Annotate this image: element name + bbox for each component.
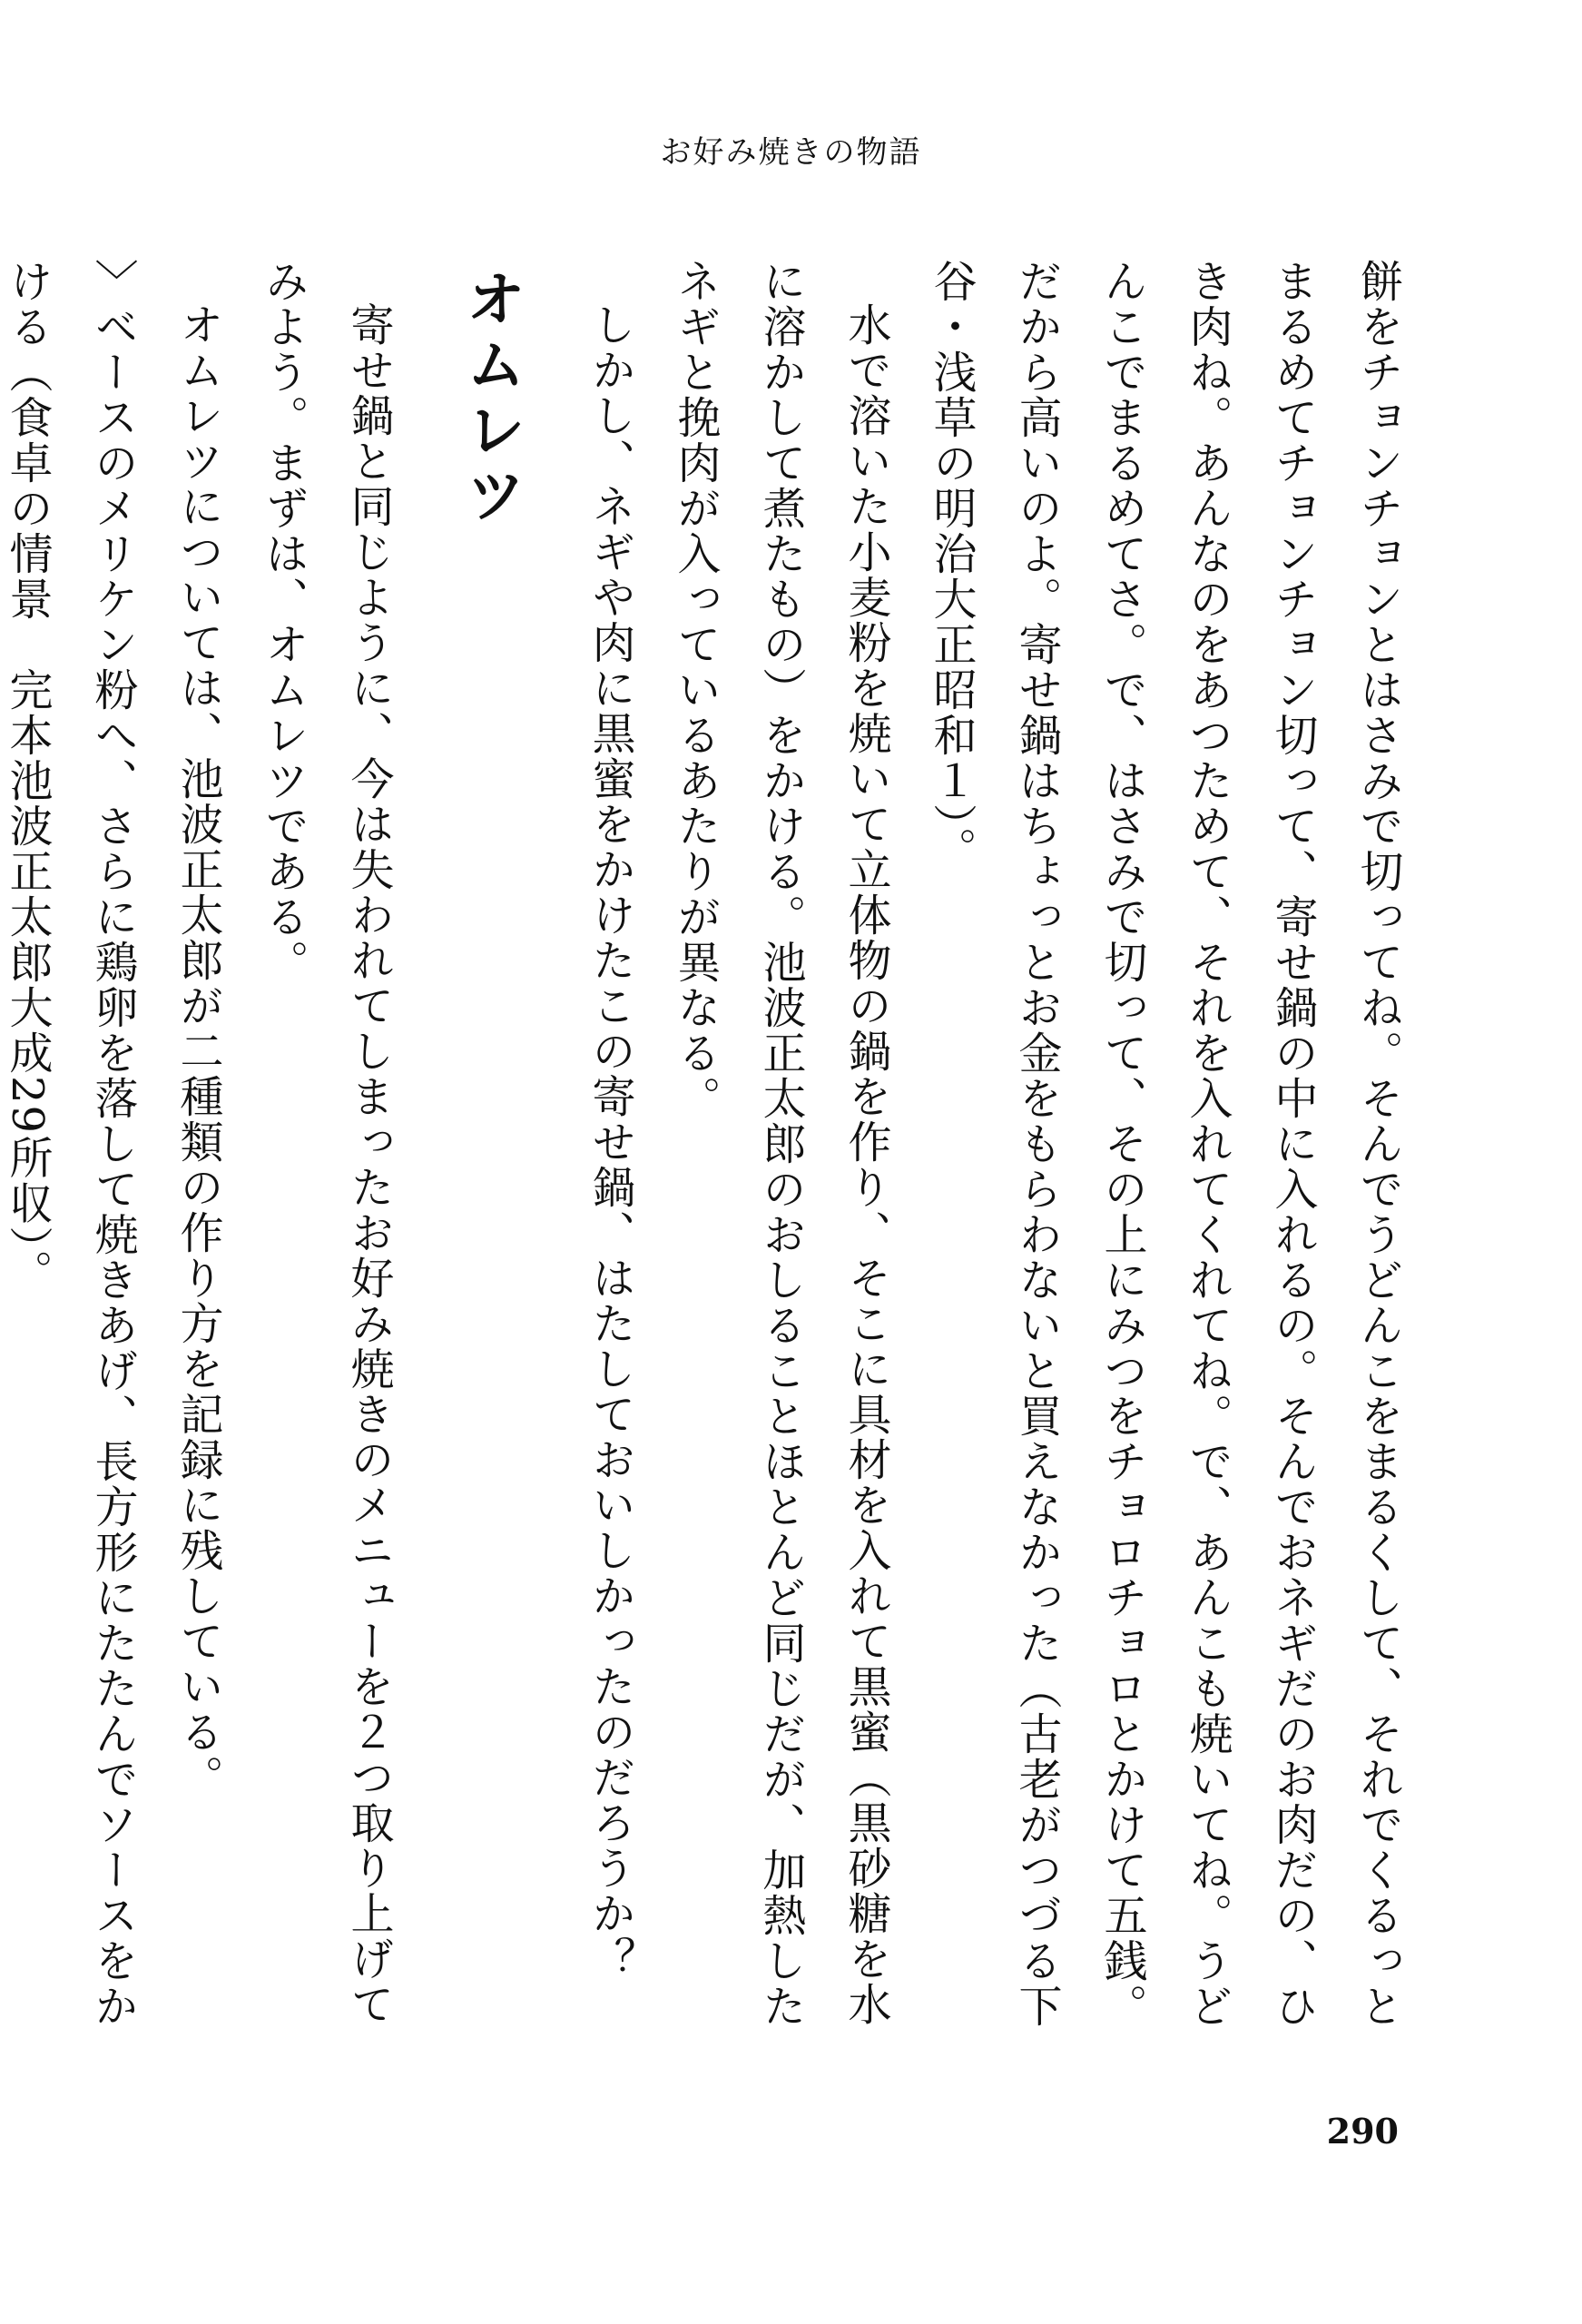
paragraph-yosenabe-question: しかし、ネギや肉に黒蜜をかけたこの寄せ鍋、はたしておいしかったのだろうか？ <box>585 302 635 1982</box>
page-number: 290 <box>1326 2111 1399 2152</box>
paragraph-quote-continuation: 餅をチョンチョンとはさみで切ってね。そんでうどんこをまるくして、それでくるっとまるめてチョンチョン切って、寄せ鍋の中に入れるの。そんでおネギだのお肉だの、ひき肉ね。あんなのをあつためて、それを入れてくれてね。で、あんこも焼いてね。うどんこでまるめてさ。で、はさみで切って、その上にみつをチョロチョロとかけて五銭。だから高いのよ。寄せ鍋はちょっとお金をもらわないと買えなかった（古老がつづる下谷・浅草の明治大正昭和１）。 <box>926 259 1403 2029</box>
running-header: お好み焼きの物語 <box>660 134 922 171</box>
paragraph-yosenabe-description: 水で溶いた小麦粉を焼いて立体物の鍋を作り、そこに具材を入れて黒蜜（黒砂糖を水に溶かして煮たもの）をかける。池波正太郎のおしることほとんど同じだが、加熱したネギと挽肉が入っているあたりが異なる。 <box>670 259 891 2029</box>
paragraph-omelet-quote: 〉ベースのメリケン粉へ、さらに鶏卵を落して焼きあげ、長方形にたたんでソースをかける（食卓の情景 完本池波正太郎大成29所収）。 <box>2 259 138 2029</box>
paragraph-omelet-intro: 寄せ鍋と同じように、今は失われてしまったお好み焼きのメニューを２つ取り上げてみよう。まずは、オムレツである。 <box>258 259 394 2027</box>
vertical-body-text <box>2 259 1420 2038</box>
paragraph-omelet-record: オムレツについては、池波正太郎が二種類の作り方を記録に残している。 <box>172 302 223 1800</box>
section-heading-omelet: オムレツ <box>456 268 526 529</box>
